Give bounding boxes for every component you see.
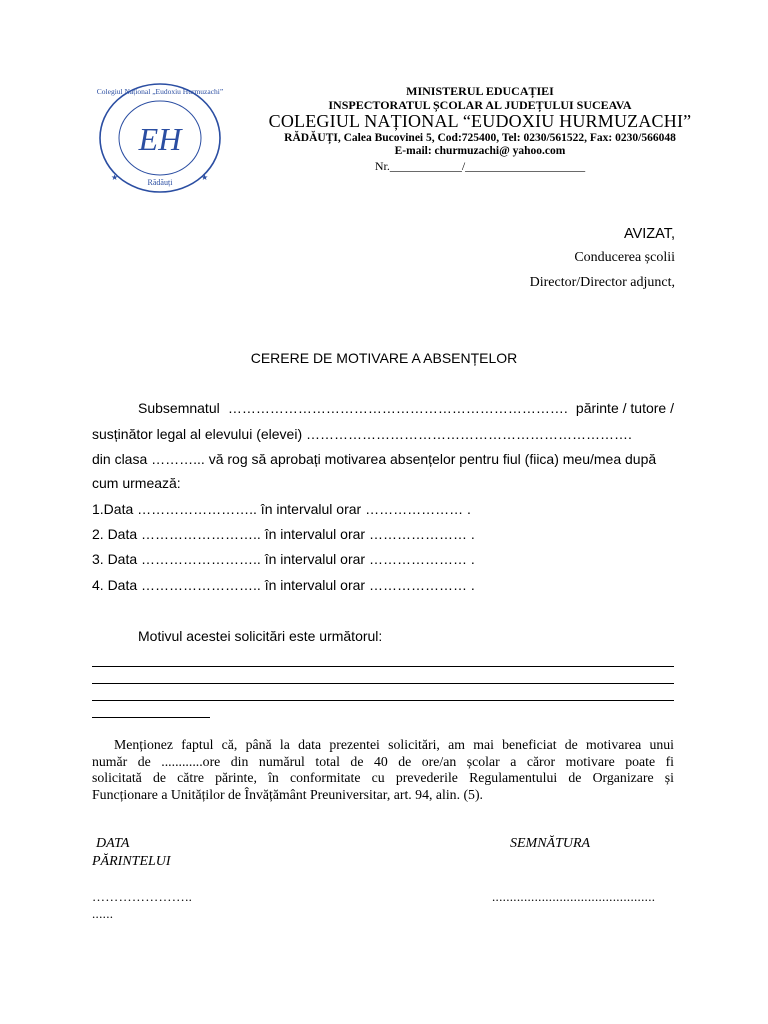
statement-line-1: Menționez faptul că, până la data prezentei solicitări, am mai beneficiat de motivarea unui xyxy=(114,737,674,752)
body-line-2: susținător legal al elevului (elevei) ……………………………………………………………. xyxy=(92,426,632,442)
statement-line-2: număr de ............ore din numărul total de 40 de ore/an școlar a căror motivare poate fi xyxy=(92,753,674,769)
director-label: Director/Director adjunct, xyxy=(529,275,675,290)
logo-city: Rădăuți xyxy=(147,178,173,187)
body-line-4: cum urmează: xyxy=(92,475,181,491)
date-line-1: 1.Data …………………….. în intervalul orar ………………… . xyxy=(92,501,471,517)
reason-line-1 xyxy=(92,666,674,667)
reason-label: Motivul acestei solicitări este următorul: xyxy=(138,628,383,644)
logo-ring-text: Colegiul Național „Eudoxiu Hurmuzachi” xyxy=(96,87,224,96)
statement-line-3: solicitată de către părinte, în conformitate cu prevederile Regulamentului de Organizare și xyxy=(92,770,674,785)
statement-line-4: Funcționare a Unităților de Învățământ Preuniversitar, art. 94, alin. (5). xyxy=(92,786,484,802)
star-icon: ★ xyxy=(111,173,119,182)
date-line-4: 4. Data …………………….. în intervalul orar ………………… . xyxy=(92,577,475,593)
parent-label: PĂRINTELUI xyxy=(92,854,171,869)
ministry-name: MINISTERUL EDUCAȚIEI xyxy=(406,84,554,98)
parent-role-label: părinte / tutore / xyxy=(575,400,674,416)
school-name: COLEGIUL NAȚIONAL “EUDOXIU HURMUZACHI” xyxy=(268,111,692,131)
reason-line-3 xyxy=(92,700,674,701)
statement-paragraph xyxy=(92,737,674,803)
reason-line-2 xyxy=(92,683,674,684)
date-fill-dots: ………………….. xyxy=(92,889,193,904)
document-title: CERERE DE MOTIVARE A ABSENȚELOR xyxy=(250,350,518,366)
logo-initials: EH xyxy=(138,121,182,157)
date-signature-label: DATA xyxy=(96,836,130,851)
subsemnatul-label: Subsemnatul xyxy=(138,400,220,416)
school-email: E-mail: churmuzachi@ yahoo.com xyxy=(394,145,566,157)
date-line-3: 3. Data …………………….. în intervalul orar ………………… . xyxy=(92,551,475,567)
registration-number: Nr.____________/____________________ xyxy=(374,159,586,173)
avizat-label: AVIZAT, xyxy=(623,226,675,242)
body-line-1 xyxy=(92,400,674,416)
inspectorate-name: INSPECTORATUL ȘCOLAR AL JUDEȚULUI SUCEAVA xyxy=(328,98,632,112)
date-line-2: 2. Data …………………….. în intervalul orar ………………… . xyxy=(92,526,475,542)
date-fill-dots-continued: ...... xyxy=(92,906,114,921)
reason-line-4 xyxy=(92,717,210,718)
school-address: RĂDĂUȚI, Calea Bucovinei 5, Cod:725400, Tel: 0230/561522, Fax: 0230/566048 xyxy=(284,132,676,144)
school-management-label: Conducerea școlii xyxy=(574,250,675,265)
school-logo xyxy=(95,80,225,195)
body-line-3: din clasa ………... vă rog să aprobați motivarea absențelor pentru fiul (fiica) meu/mea după xyxy=(92,451,657,467)
signature-fill-dots: .............................................. xyxy=(492,889,656,904)
signature-label: SEMNĂTURA xyxy=(510,836,591,851)
name-fill-dots: ………………………………………………………………. xyxy=(227,400,568,416)
star-icon: ★ xyxy=(201,173,209,182)
